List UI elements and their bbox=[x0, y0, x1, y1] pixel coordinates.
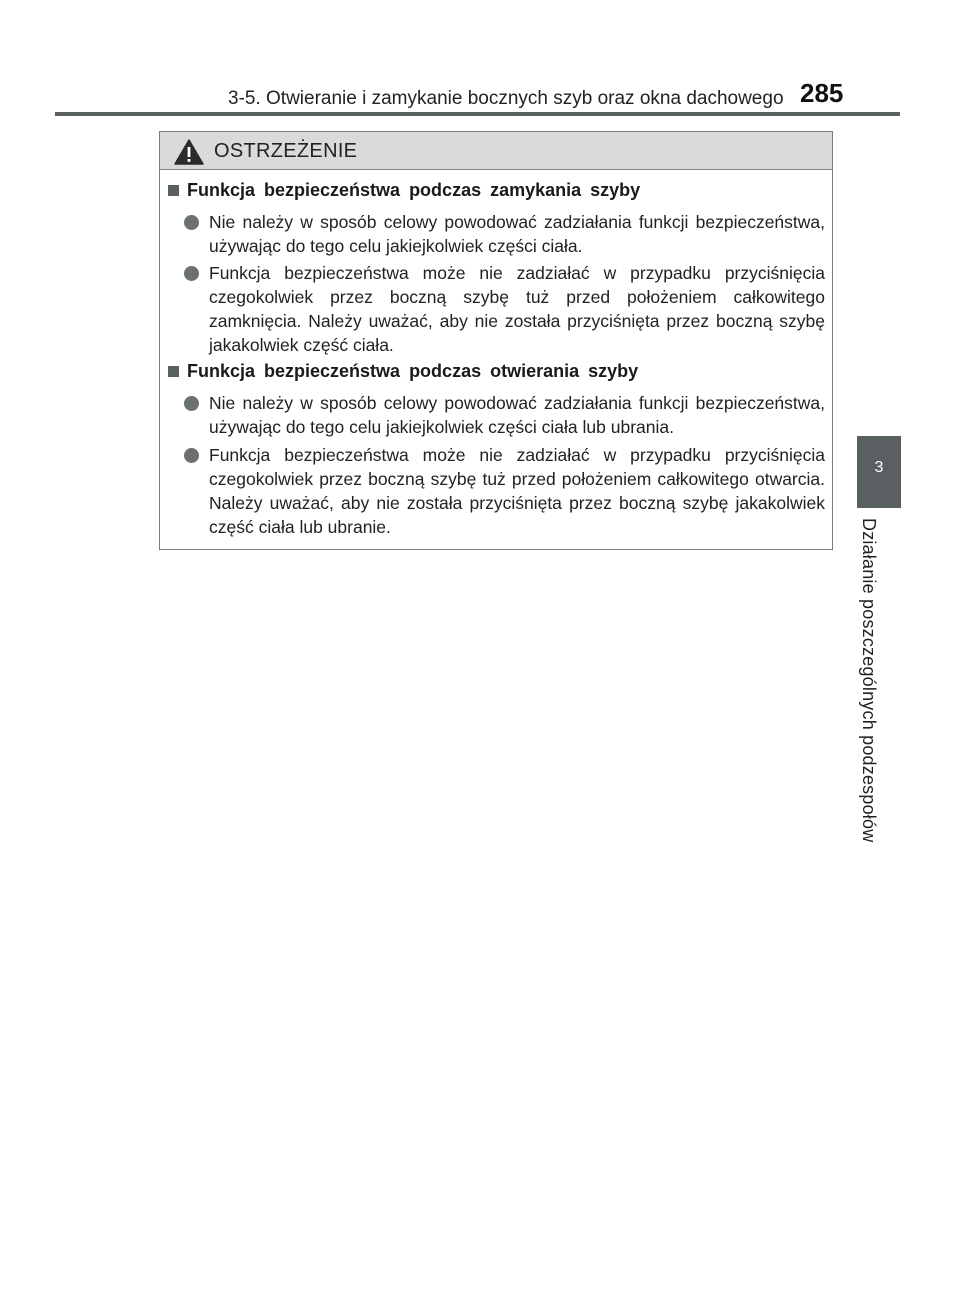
section-title: 3-5. Otwieranie i zamykanie bocznych szyb oraz okna dachowego bbox=[228, 88, 784, 109]
square-bullet-icon bbox=[168, 185, 179, 196]
round-bullet-icon bbox=[184, 396, 199, 411]
list-item: Nie należy w sposób celowy powodować zadziałania funkcji bezpieczeństwa, używając do tego celu jakiejkolwiek części ciała lub ubrania. bbox=[209, 393, 825, 437]
warning-triangle-icon bbox=[174, 139, 204, 165]
chapter-tab: 3 bbox=[857, 436, 901, 508]
square-bullet-icon bbox=[168, 366, 179, 377]
list-item: Nie należy w sposób celowy powodować zadziałania funkcji bezpieczeństwa, używając do tego celu jakiejkolwiek części ciała. bbox=[209, 212, 825, 256]
warning-box bbox=[159, 131, 833, 550]
round-bullet-icon bbox=[184, 266, 199, 281]
chapter-title: Działanie poszczególnych podzespołów bbox=[859, 518, 879, 843]
section-heading: Funkcja bezpieczeństwa podczas otwierania szyby bbox=[187, 361, 639, 381]
header-divider bbox=[55, 112, 900, 116]
section-heading: Funkcja bezpieczeństwa podczas zamykania szyby bbox=[187, 180, 641, 200]
warning-header bbox=[160, 132, 832, 170]
list-item: Funkcja bezpieczeństwa może nie zadziałać w przypadku przyciśnięcia czegokolwiek przez boczną szybę tuż przed położeniem całkowitego zamknięcia. Należy uważać, aby nie została przyciśnięta przez boczną szybę jakakolwiek część ciała. bbox=[209, 263, 825, 355]
warning-title: OSTRZEŻENIE bbox=[214, 140, 358, 162]
round-bullet-icon bbox=[184, 448, 199, 463]
page-number: 285 bbox=[800, 78, 844, 108]
round-bullet-icon bbox=[184, 215, 199, 230]
page-header bbox=[0, 0, 960, 120]
list-item: Funkcja bezpieczeństwa może nie zadziałać w przypadku przyciśnięcia czegokolwiek przez boczną szybę tuż przed położeniem całkowitego otwarcia. Należy uważać, aby nie została przyciśnięta przez boczną szybę jakakolwiek część ciała lub ubranie. bbox=[209, 445, 825, 537]
